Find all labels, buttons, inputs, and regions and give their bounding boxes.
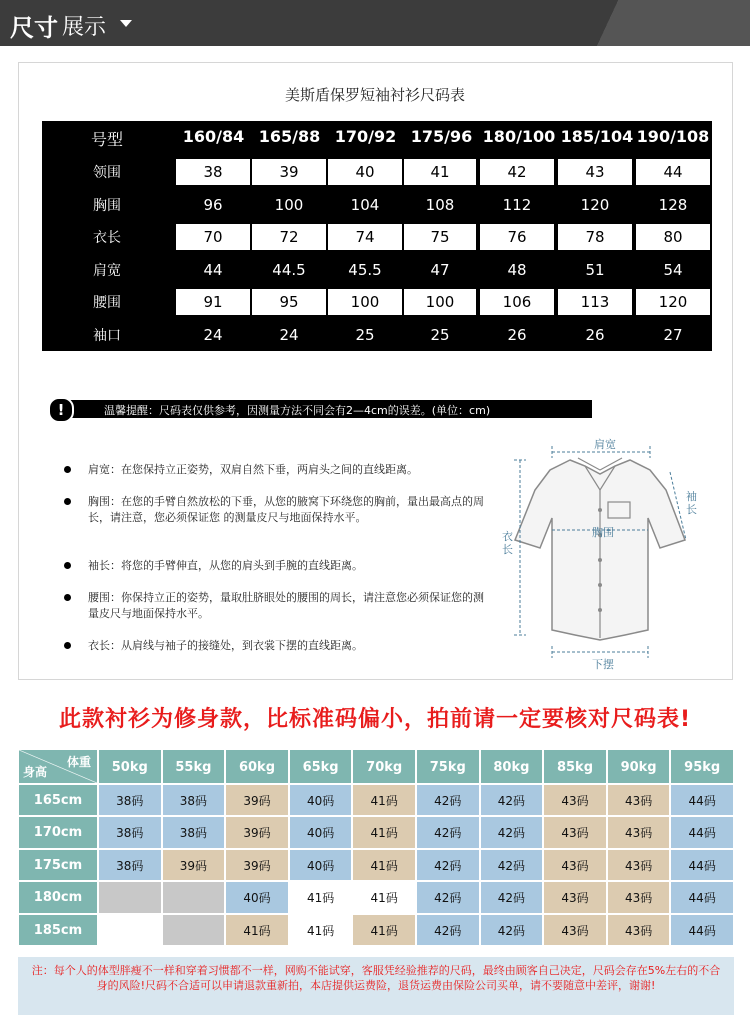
size-table-cell: 104 — [350, 195, 380, 214]
bullet-icon — [64, 562, 71, 569]
size-table-cell: 128 — [658, 195, 688, 214]
row-label: 领围 — [93, 165, 121, 181]
size-table-cell: 27 — [663, 326, 683, 344]
size-table-cell: 24 — [203, 326, 223, 344]
tip-text: 温馨提醒：尺码表仅供参考，因测量方法不同会有2—4cm的误差。(单位：cm) — [104, 404, 491, 417]
size-table-cell: 120 — [580, 195, 610, 214]
size-table-cell: 75 — [404, 224, 476, 250]
size-recommendation-cell — [162, 914, 226, 946]
size-recommendation-cell: 41码 — [289, 881, 353, 913]
size-recommendation-cell: 39码 — [225, 816, 289, 848]
size-recommendation-cell: 41码 — [352, 816, 416, 848]
size-table-cell: 41 — [404, 159, 476, 185]
note-text: 胸围：在您的手臂自然放松的下垂，从您的腋窝下环绕您的胸前，量出最高点的周长，请注意，您必须保证您 的测量皮尺与地面保持水平。 — [88, 495, 484, 524]
size-recommendation-cell: 44码 — [670, 816, 734, 848]
height-label: 175cm — [18, 849, 98, 881]
note-text: 腰围：你保持立正的姿势，量取肚脐眼处的腰围的周长，请注意您必须保证您的测量皮尺与地面保持水平。 — [88, 591, 484, 620]
row-label: 腰围 — [93, 295, 121, 312]
size-header: 180/100 — [482, 127, 556, 146]
size-table-cell: 91 — [176, 289, 250, 315]
size-table-cell: 42 — [480, 159, 554, 185]
row-label: 肩宽 — [93, 262, 121, 279]
note-text: 袖长：将您的手臂伸直，从您的肩头到手腕的直线距离。 — [88, 559, 363, 572]
size-recommendation-cell: 42码 — [416, 784, 480, 816]
row-label: 胸围 — [93, 197, 121, 214]
size-recommendation-cell: 40码 — [225, 881, 289, 913]
size-recommendation-cell: 43码 — [607, 816, 671, 848]
size-recommendation-cell: 42码 — [480, 914, 544, 946]
bullet-icon — [64, 642, 71, 649]
size-recommendation-cell — [162, 881, 226, 913]
size-table-cell: 54 — [663, 260, 683, 279]
shirt-icon — [490, 430, 720, 670]
note-text: 肩宽：在您保持立正姿势，双肩自然下垂，两肩头之间的直线距离。 — [88, 463, 418, 476]
size-recommendation-cell: 42码 — [480, 881, 544, 913]
size-table-cell: 40 — [328, 159, 402, 185]
note-text: 衣长：从肩线与袖子的接缝处，到衣裳下摆的直线距离。 — [88, 639, 363, 652]
header-decoration — [580, 0, 750, 46]
size-recommendation-cell — [98, 914, 162, 946]
size-table-cell: 113 — [558, 289, 632, 315]
size-recommendation-cell: 39码 — [225, 849, 289, 881]
size-table-cell: 26 — [585, 326, 605, 344]
corner-weight-label: 体重 — [66, 755, 91, 769]
weight-header: 90kg — [607, 749, 671, 784]
size-recommendation-cell: 43码 — [607, 881, 671, 913]
row-label: 袖口 — [93, 328, 121, 344]
footnote: 注：每个人的体型胖瘦不一样和穿着习惯都不一样，网购不能试穿，客服凭经验推荐的尺码，最终由顾客自己决定，尺码会存在5%左右的不合身的风险!尺码不合适可以申请退款重新拍，本店提供运费险，退货运费由保险公司买单，请不要随意中差评，谢谢! — [18, 957, 734, 1015]
size-header: 175/96 — [410, 127, 473, 146]
size-recommendation-cell: 42码 — [416, 914, 480, 946]
size-recommendation-cell: 39码 — [225, 784, 289, 816]
size-table-cell: 38 — [176, 159, 250, 185]
weight-header: 70kg — [352, 749, 416, 784]
size-table-cell: 112 — [502, 195, 532, 214]
size-table-cell: 48 — [507, 260, 527, 279]
size-table-cell: 106 — [480, 289, 554, 315]
size-recommendation-cell: 43码 — [543, 784, 607, 816]
size-recommendation-cell: 41码 — [352, 784, 416, 816]
shirt-diagram — [490, 430, 720, 670]
size-table-cell: 44.5 — [272, 260, 306, 279]
size-recommendation-cell: 43码 — [607, 784, 671, 816]
size-recommendation-cell: 43码 — [607, 849, 671, 881]
size-recommendation-cell: 42码 — [480, 849, 544, 881]
size-recommendation-cell: 40码 — [289, 816, 353, 848]
size-header: 170/92 — [334, 127, 397, 146]
exclamation-icon: ! — [48, 397, 74, 423]
size-recommendation-cell: 42码 — [416, 849, 480, 881]
size-table-cell: 39 — [252, 159, 326, 185]
size-recommendation-cell: 44码 — [670, 849, 734, 881]
weight-header: 80kg — [480, 749, 544, 784]
size-table — [42, 121, 712, 351]
header-title-strong: 尺寸 — [10, 14, 58, 42]
size-table-title: 美斯盾保罗短袖衬衫尺码表 — [284, 86, 465, 104]
size-recommendation-cell — [98, 881, 162, 913]
size-table-cell: 108 — [425, 195, 455, 214]
size-header: 160/84 — [182, 127, 245, 146]
size-table-row — [42, 220, 712, 252]
size-recommendation-cell: 44码 — [670, 881, 734, 913]
bullet-icon — [64, 498, 71, 505]
height-label: 180cm — [18, 881, 98, 913]
size-recommendation-cell: 41码 — [352, 849, 416, 881]
weight-header: 95kg — [670, 749, 734, 784]
size-recommendation-cell: 38码 — [98, 849, 162, 881]
section-header — [0, 0, 750, 46]
size-table-cell: 95 — [252, 289, 326, 315]
size-table-cell: 45.5 — [348, 260, 382, 279]
size-table-cell: 74 — [328, 224, 402, 250]
weight-header: 85kg — [543, 749, 607, 784]
size-recommendation-cell: 41码 — [352, 881, 416, 913]
corner-height-label: 身高 — [23, 765, 48, 779]
bullet-icon — [64, 594, 71, 601]
size-recommendation-cell: 39码 — [162, 849, 226, 881]
weight-header: 60kg — [225, 749, 289, 784]
size-header: 190/108 — [636, 127, 710, 146]
size-recommendation-cell: 42码 — [480, 816, 544, 848]
size-recommendation-cell: 43码 — [543, 849, 607, 881]
length-label: 衣长 — [502, 530, 513, 556]
size-table-cell: 80 — [636, 224, 710, 250]
size-table-cell: 72 — [252, 224, 326, 250]
size-recommendation-cell: 38码 — [162, 816, 226, 848]
size-recommendation-cell: 44码 — [670, 784, 734, 816]
size-table-cell: 78 — [558, 224, 632, 250]
size-table-row — [42, 285, 712, 317]
weight-header: 75kg — [416, 749, 480, 784]
size-table-cell: 76 — [480, 224, 554, 250]
height-label: 170cm — [18, 816, 98, 848]
sleeve-label: 袖长 — [686, 490, 697, 516]
size-table-cell: 96 — [203, 195, 223, 214]
size-recommendation-cell: 41码 — [225, 914, 289, 946]
size-table-cell: 44 — [203, 260, 223, 279]
size-table-row — [42, 188, 712, 220]
height-label: 165cm — [18, 784, 98, 816]
size-table-cell: 44 — [636, 159, 710, 185]
chest-label: 胸围 — [592, 526, 614, 539]
size-recommendation-cell: 43码 — [543, 914, 607, 946]
size-table-cell: 25 — [430, 326, 450, 344]
size-table-cell: 47 — [430, 260, 450, 279]
header-title-rest: 展示 — [62, 15, 107, 40]
weight-height-grid — [18, 749, 734, 945]
size-table-cell: 100 — [274, 195, 304, 214]
size-recommendation-cell: 42码 — [480, 784, 544, 816]
bullet-icon — [64, 466, 71, 473]
size-header: 185/104 — [560, 127, 634, 146]
weight-header: 50kg — [98, 749, 162, 784]
size-recommendation-cell: 42码 — [416, 881, 480, 913]
shoulder-label: 肩宽 — [594, 438, 616, 451]
head-label: 号型 — [90, 130, 123, 149]
size-recommendation-cell: 41码 — [352, 914, 416, 946]
size-recommendation-cell: 40码 — [289, 849, 353, 881]
weight-header: 65kg — [289, 749, 353, 784]
size-header: 165/88 — [258, 127, 321, 146]
size-table-row — [42, 253, 712, 285]
size-table-head — [42, 121, 712, 155]
size-table-row — [42, 155, 712, 187]
size-table-cell: 100 — [404, 289, 476, 315]
size-table-cell: 120 — [636, 289, 710, 315]
size-recommendation-cell: 44码 — [670, 914, 734, 946]
size-recommendation-cell: 43码 — [543, 881, 607, 913]
hem-label: 下摆 — [592, 658, 614, 671]
size-table-cell: 25 — [355, 326, 375, 344]
height-label: 185cm — [18, 914, 98, 946]
row-label: 衣长 — [93, 230, 121, 247]
size-recommendation-cell: 38码 — [98, 816, 162, 848]
size-table-cell: 51 — [585, 260, 605, 279]
size-table-cell: 100 — [328, 289, 402, 315]
size-table-cell: 43 — [558, 159, 632, 185]
grid-corner — [18, 749, 98, 784]
size-recommendation-cell: 38码 — [162, 784, 226, 816]
size-recommendation-cell: 40码 — [289, 784, 353, 816]
size-table-cell: 26 — [507, 326, 527, 344]
tip-bar — [52, 400, 592, 418]
weight-header: 55kg — [162, 749, 226, 784]
size-recommendation-cell: 42码 — [416, 816, 480, 848]
size-recommendation-cell: 41码 — [289, 914, 353, 946]
size-recommendation-cell: 38码 — [98, 784, 162, 816]
size-table-row — [42, 318, 712, 350]
fit-warning: 此款衬衫为修身款，比标准码偏小，拍前请一定要核对尺码表! — [58, 707, 692, 732]
size-recommendation-cell: 43码 — [607, 914, 671, 946]
chevron-down-icon — [120, 20, 132, 27]
size-table-cell: 70 — [176, 224, 250, 250]
size-recommendation-cell: 43码 — [543, 816, 607, 848]
size-table-cell: 24 — [279, 326, 299, 344]
